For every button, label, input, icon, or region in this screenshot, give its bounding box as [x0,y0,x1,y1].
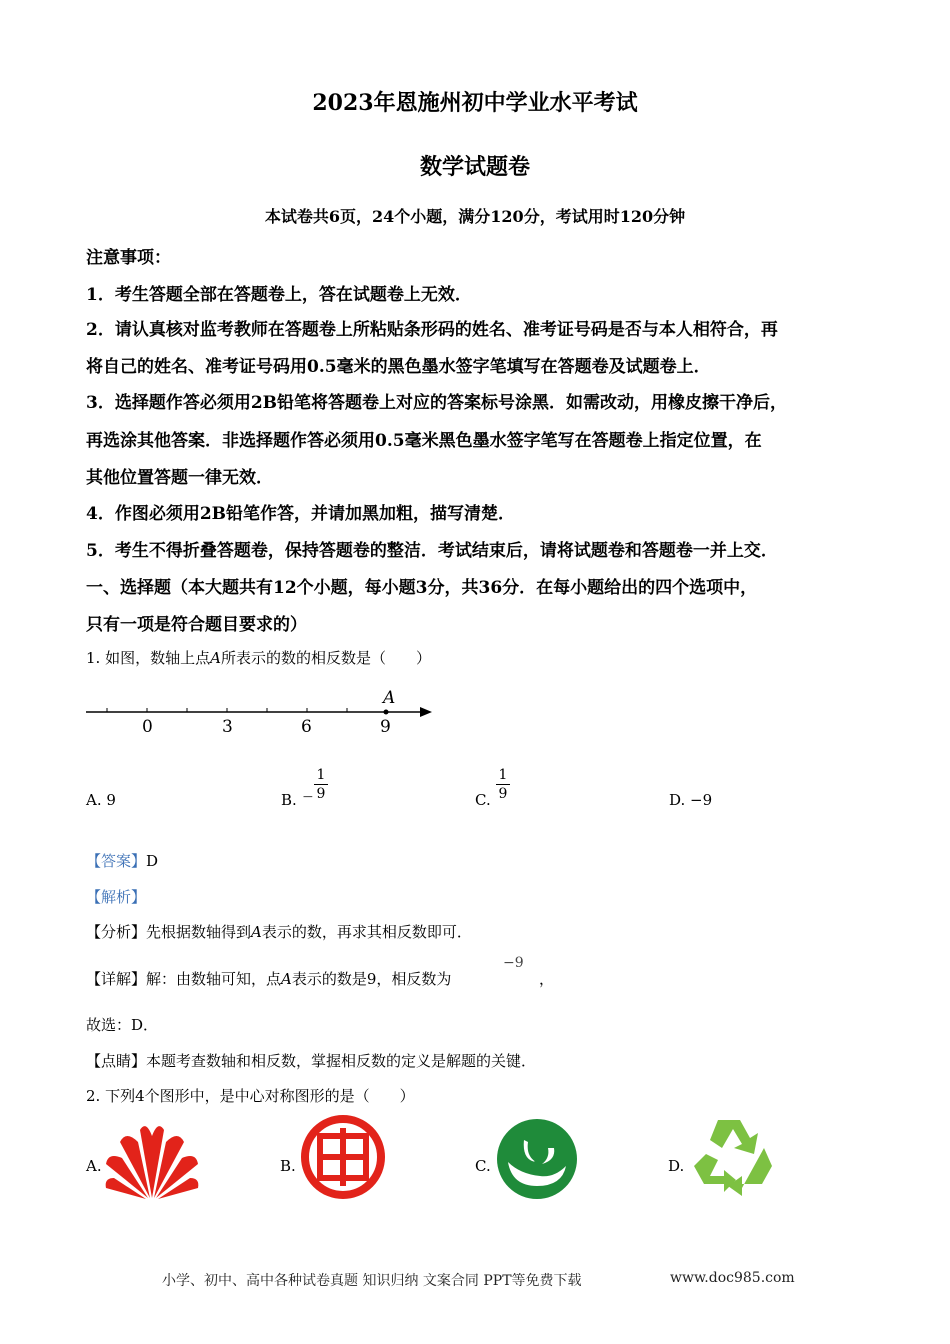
q1-option-d[interactable] [669,791,712,809]
option-value: 9 [106,791,116,809]
option-value: −9 [690,791,713,809]
xiangjie-tag: 【详解】 [86,970,147,988]
q1-fenxi [86,921,472,942]
notice-line: 其他位置答题一律无效． [86,468,273,488]
exam-info: 本试卷共6页，24个小题，满分120分，考试用时120分钟 [264,207,686,226]
xiangjie-value: −9 [503,955,524,971]
question-2-stem: 2. 下列4个图形中，是中心对称图形的是（ ） [86,1087,415,1105]
green-circle-logo [496,1118,578,1200]
q2-option-c-label[interactable]: C. [475,1157,491,1175]
q1-xiangjie [86,968,451,989]
q1-choice: 故选：D． [86,1016,159,1034]
option-label: C. [475,791,491,809]
notice-heading: 注意事项： [86,248,171,268]
frac-numerator: 1 [316,767,326,783]
q1-option-c[interactable] [475,791,491,809]
q1-stem-suffix: 所表示的数的相反数是（ ） [220,649,431,667]
q1-option-a[interactable] [86,791,116,809]
tick-label: 9 [380,717,391,737]
notice-line: 3．选择题作答必须用2B铅笔将答题卷上对应的答案标号涂黑．如需改动，用橡皮擦干净后， [86,393,788,413]
option-label: D. [669,791,686,809]
q1-b-minus-sign: − [302,789,314,805]
q2-option-d-label[interactable]: D. [668,1157,685,1175]
dianjing-tag: 【点睛】 [86,1052,147,1070]
option-label: B. [281,791,297,809]
xiangjie-var: A [281,970,292,988]
icbc-logo [300,1114,386,1200]
fenxi-tag: 【分析】 [86,923,147,941]
option-label: A. [86,791,102,809]
q1-answer [86,850,158,871]
point-a-dot [384,710,389,715]
recycle-logo [688,1114,776,1200]
frac-denominator: 9 [498,786,508,802]
q1-point-var: A [210,649,221,667]
analysis-tag: 【解析】 [86,888,147,906]
xiangjie-pre: 解：由数轴可知，点 [146,970,282,988]
q1-dianjing [86,1050,536,1071]
notice-line: 4．作图必须用2B铅笔作答，并请加黑加粗，描写清楚． [86,504,516,524]
q1-b-fraction [314,768,328,801]
notice-line: 2．请认真核对监考教师在答题卷上所粘贴条形码的姓名、准考证号码是否与本人相符合，再 [86,320,778,340]
q1-c-fraction [496,768,510,801]
huawei-logo [104,1122,200,1200]
q2-option-a-label[interactable]: A. [86,1157,102,1175]
exam-subtitle: 数学试题卷 [419,154,530,180]
q2-option-b-label[interactable]: B. [280,1157,296,1175]
frac-denominator: 9 [316,786,326,802]
tick-label: 3 [222,717,233,737]
tick-label: 6 [301,717,312,737]
notice-line: 将自己的姓名、准考证号码用0.5毫米的黑色墨水签字笔填写在答题卷及试题卷上． [86,357,711,377]
exam-title: 2023年恩施州初中学业水平考试 [312,90,638,116]
notice-line: 5．考生不得折叠答题卷，保持答题卷的整洁．考试结束后，请将试题卷和答题卷一并上交． [86,541,778,561]
footer-text: 小学、初中、高中各种试卷真题 知识归纳 文案合同 PPT等免费下载 [162,1273,582,1289]
fenxi-pre: 先根据数轴得到 [146,923,252,941]
q1-stem-prefix: 1. 如图，数轴上点 [86,649,211,667]
xiangjie-end: ， [539,970,555,988]
axis-arrow [420,707,432,717]
answer-value: D [146,852,159,870]
notice-line: 1．考生答题全部在答题卷上，答在试题卷上无效． [86,285,472,305]
fenxi-post: 表示的数，再求其相反数即可． [261,923,472,941]
notice-line: 再选涂其他答案．非选择题作答必须用0.5毫米黑色墨水签字笔写在答题卷上指定位置，在 [86,431,762,451]
q1-option-b[interactable] [281,791,297,809]
point-a-label: A [383,688,396,708]
section-heading: 一、选择题（本大题共有12个小题，每小题3分，共36分．在每小题给出的四个选项中， [86,578,758,598]
question-1-stem [86,647,431,668]
answer-tag: 【答案】 [86,852,147,870]
section-heading-cont: 只有一项是符合题目要求的） [86,615,307,635]
fenxi-var: A [251,923,262,941]
tick-label: 0 [142,717,153,737]
footer-url[interactable]: www.doc985.com [670,1270,795,1286]
xiangjie-post: 表示的数是9，相反数为 [291,970,452,988]
frac-numerator: 1 [498,767,508,783]
dianjing-text: 本题考查数轴和相反数，掌握相反数的定义是解题的关键． [146,1052,537,1070]
